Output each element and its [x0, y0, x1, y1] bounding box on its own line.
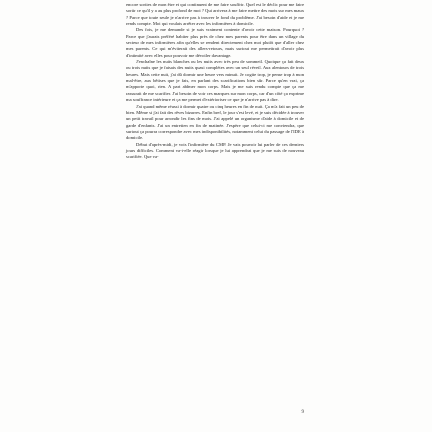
page-number: 9 [301, 409, 304, 415]
paragraph-2: Des fois, je me demande si je suis vraiment contente d'avoir cette maison. Pourquoi ? Parce que j'aurais préféré habiter plus près de chez mes parents pour être dans un village du secteur de mes infirmières afin qu'elles se rendent directement chez moi plutôt que d'aller chez mes parents. Ce qui m'éviterait des allers-retours, mais surtout me permettrait d'avoir plus d'intimité avec elles pour pouvoir me dévoiler davantage. [126, 27, 304, 58]
paragraph-3: J'enchaîne les nuits blanches ou les nuits avec très peu de sommeil. Quoique ça fait deux ou trois nuits que je faisais des nuits quasi complètes avec un seul réveil. Aux alentours de trois heures. Mais cette nuit, j'ai dû dormir une heure vers minuit. Je cogite trop, je pense trop à mon mal-être, aux bêtises que je fais, en parlant des scarifications bien sûr. Parce qu'en vrai, ça m'apporte quoi, rien. A part abîmer mon corps. Mais je me suis rendu compte que ça me rassurait de me scarifier. J'ai besoin de voir ces marques sur mon corps, car d'un côté ça exprime ma souffrance intérieure et ça me permet d'extérioriser ce que je n'arrive pas à dire. [126, 59, 304, 103]
paragraph-5: Début d'après-midi, je vois l'infirmière du CMP. Je vais pouvoir lui parler de ces derniers jours difficiles. Comment va-t-elle réagir lorsque je lui apprendrai que je me suis de nouveau scarifiée. Que va- [126, 141, 304, 160]
paragraph-4: J'ai quand même réussi à dormir quatre ou cinq heures en fin de nuit. Ça m'a fait un peu de bien. Même si j'ai fait des rêves bizarres. Enfin bref, le jour s'est levé, et je suis décidée à trouver un petit travail pour arrondir les fins de mois. J'ai appelé un organisme d'aide à domicile et de garde d'enfants. J'ai un entretien en fin de matinée. J'espère que celui-ci me conviendra, que surtout ça pourra correspondre avec mes indisponibilités, notamment celui du passage de l'IDE à domicile. [126, 103, 304, 141]
paragraph-1: encore sorties de mon être et qui continuent de me faire souffrir. Quel est le déclic pour me faire sortir ce qu'il y a au plus profond de moi ? Qui arrivera à me faire mettre des mots sur mes maux ? Parce que toute seule je n'arrive pas à trouver le fond du problème. J'ai besoin d'aide et je me rends compte. Moi qui voulais arrêter avec les infirmières à domicile. [126, 2, 304, 27]
